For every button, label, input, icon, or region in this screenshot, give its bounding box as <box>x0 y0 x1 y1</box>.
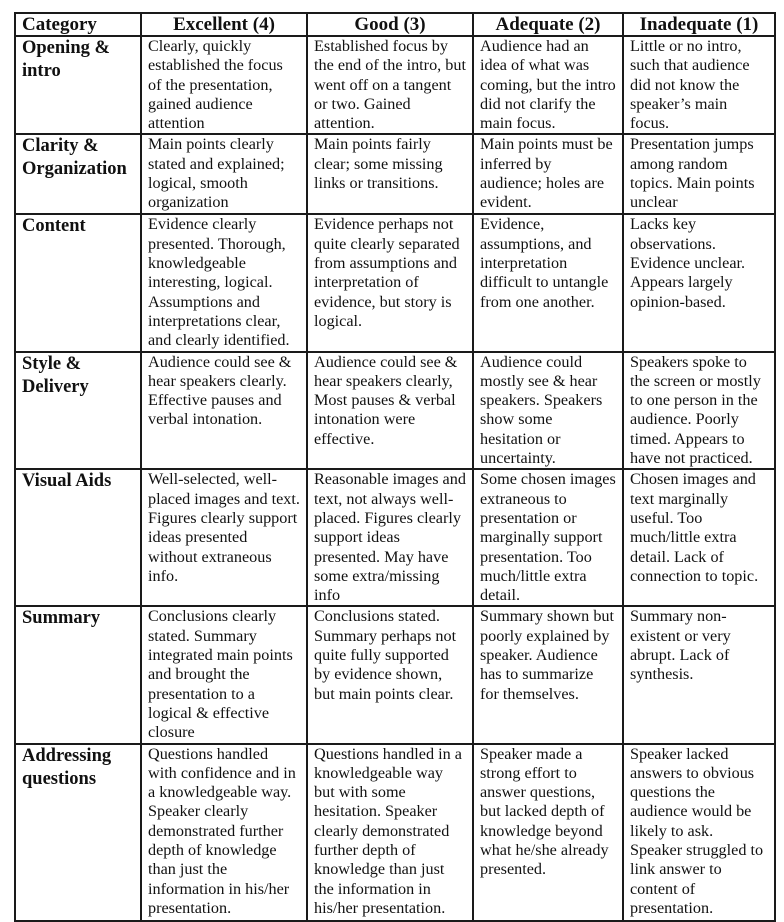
rubric-row-opening-intro <box>15 36 775 134</box>
adequate-cell: Some chosen images extraneous to presentation or marginally support presentation. Too much/little extra detail. <box>473 469 623 606</box>
inadequate-cell: Presentation jumps among random topics. Main points unclear <box>623 134 775 214</box>
good-cell: Reasonable images and text, not always well-placed. Figures clearly support ideas presented. May have some extra/missing info <box>307 469 473 606</box>
header-adequate: Adequate (2) <box>473 13 623 36</box>
good-cell: Evidence perhaps not quite clearly separated from assumptions and interpretation of evidence, but story is logical. <box>307 214 473 351</box>
category-cell: Clarity & Organization <box>15 134 141 214</box>
inadequate-cell: Lacks key observations. Evidence unclear. Appears largely opinion-based. <box>623 214 775 351</box>
category-cell: Content <box>15 214 141 351</box>
good-cell: Questions handled in a knowledgeable way but with some hesitation. Speaker clearly demonstrated further depth of knowledge than just the information in his/her presentation. <box>307 744 473 921</box>
inadequate-cell: Chosen images and text marginally useful. Too much/little extra detail. Lack of connection to topic. <box>623 469 775 606</box>
excellent-cell: Audience could see & hear speakers clearly. Effective pauses and verbal intonation. <box>141 352 307 470</box>
rubric-row-content <box>15 214 775 351</box>
header-inadequate: Inadequate (1) <box>623 13 775 36</box>
presentation-rubric-table <box>14 12 776 922</box>
excellent-cell: Questions handled with confidence and in a knowledgeable way. Speaker clearly demonstrated further depth of knowledge than just the information in his/her presentation. <box>141 744 307 921</box>
category-cell: Style & Delivery <box>15 352 141 470</box>
inadequate-cell: Speaker lacked answers to obvious questions the audience would be likely to ask. Speaker struggled to link answer to content of presentation. <box>623 744 775 921</box>
category-cell: Opening & intro <box>15 36 141 134</box>
adequate-cell: Main points must be inferred by audience; holes are evident. <box>473 134 623 214</box>
adequate-cell: Summary shown but poorly explained by speaker. Audience has to summarize for themselves. <box>473 606 623 743</box>
category-cell: Summary <box>15 606 141 743</box>
excellent-cell: Main points clearly stated and explained; logical, smooth organization <box>141 134 307 214</box>
excellent-cell: Conclusions clearly stated. Summary integrated main points and brought the presentation to a logical & effective closure <box>141 606 307 743</box>
good-cell: Audience could see & hear speakers clearly, Most pauses & verbal intonation were effective. <box>307 352 473 470</box>
excellent-cell: Evidence clearly presented. Thorough, knowledgeable interesting, logical. Assumptions and interpretations clear, and clearly identified. <box>141 214 307 351</box>
adequate-cell: Speaker made a strong effort to answer questions, but lacked depth of knowledge beyond what he/she already presented. <box>473 744 623 921</box>
rubric-row-summary <box>15 606 775 743</box>
category-cell: Addressing questions <box>15 744 141 921</box>
good-cell: Established focus by the end of the intro, but went off on a tangent or two. Gained attention. <box>307 36 473 134</box>
inadequate-cell: Summary non-existent or very abrupt. Lack of synthesis. <box>623 606 775 743</box>
header-good: Good (3) <box>307 13 473 36</box>
header-category: Category <box>15 13 141 36</box>
rubric-row-style-delivery <box>15 352 775 470</box>
header-row <box>15 13 775 36</box>
excellent-cell: Well-selected, well-placed images and text. Figures clearly support ideas presented without extraneous info. <box>141 469 307 606</box>
rubric-row-addressing-questions <box>15 744 775 921</box>
adequate-cell: Audience had an idea of what was coming, but the intro did not clarify the main focus. <box>473 36 623 134</box>
inadequate-cell: Little or no intro, such that audience did not know the speaker’s main focus. <box>623 36 775 134</box>
excellent-cell: Clearly, quickly established the focus of the presentation, gained audience attention <box>141 36 307 134</box>
category-cell: Visual Aids <box>15 469 141 606</box>
adequate-cell: Audience could mostly see & hear speakers. Speakers show some hesitation or uncertainty. <box>473 352 623 470</box>
adequate-cell: Evidence, assumptions, and interpretation difficult to untangle from one another. <box>473 214 623 351</box>
rubric-row-visual-aids <box>15 469 775 606</box>
inadequate-cell: Speakers spoke to the screen or mostly to one person in the audience. Poorly timed. Appears to have not practiced. <box>623 352 775 470</box>
rubric-row-clarity-organization <box>15 134 775 214</box>
good-cell: Conclusions stated. Summary perhaps not quite fully supported by evidence shown, but main points clear. <box>307 606 473 743</box>
header-excellent: Excellent (4) <box>141 13 307 36</box>
good-cell: Main points fairly clear; some missing links or transitions. <box>307 134 473 214</box>
